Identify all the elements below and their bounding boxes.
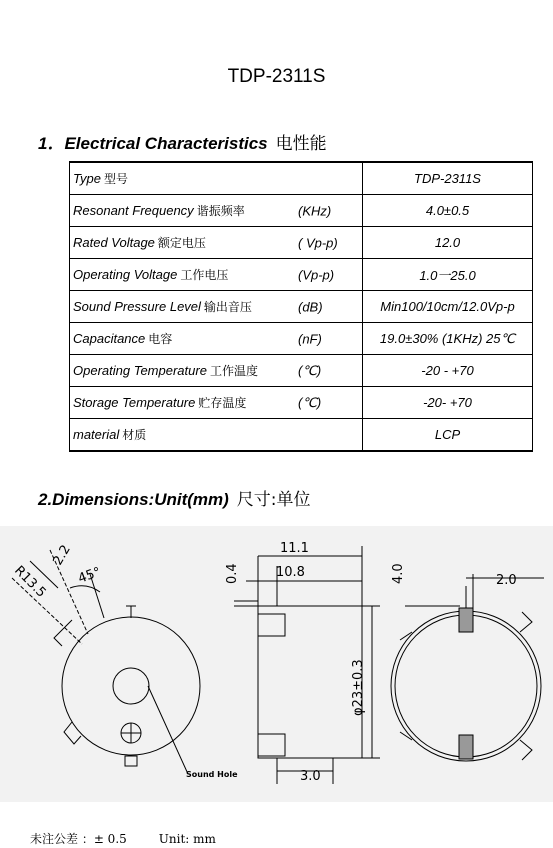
table-row — [70, 323, 533, 355]
param-cell — [70, 355, 363, 387]
side-view-body — [258, 606, 362, 758]
param-name: Storage Temperature — [73, 395, 196, 410]
value-cell: 19.0±30% (1KHz) 25℃ — [363, 323, 533, 355]
page-title: TDP-2311S — [227, 66, 326, 87]
dimension-drawing — [0, 526, 553, 802]
section-heading-text: 2.Dimensions:Unit(mm) — [38, 490, 229, 509]
param-name-cn: 贮存温度 — [198, 396, 247, 410]
param-name: Capacitance — [73, 331, 146, 346]
param-cell — [70, 195, 363, 227]
param-name: Rated Voltage — [73, 235, 155, 250]
table-row — [70, 291, 533, 323]
dim-angle: 45° — [76, 564, 104, 587]
dimension-drawing-svg — [0, 526, 553, 802]
sound-hole-label: Sound Hole — [186, 770, 238, 779]
dim-diameter: φ23±0.3 — [351, 659, 366, 716]
value-cell: 1.0一25.0 — [363, 259, 533, 291]
table-row — [70, 259, 533, 291]
dim-2-2: 2.2 — [50, 542, 74, 568]
table-row — [70, 355, 533, 387]
table-row — [70, 387, 533, 419]
param-name: Operating Temperature — [73, 363, 207, 378]
center-hole — [113, 668, 149, 704]
table-row — [70, 419, 533, 452]
electrical-spec-table — [69, 161, 533, 452]
param-unit: ( Vp-p) — [298, 235, 338, 250]
param-cell — [70, 291, 363, 323]
footer-note — [30, 830, 248, 847]
section-number: 1． — [38, 134, 65, 153]
value-cell: 4.0±0.5 — [363, 195, 533, 227]
param-name-cn: 输出音压 — [203, 300, 252, 314]
param-cell — [70, 227, 363, 259]
param-cell — [70, 419, 363, 452]
section-dimensions-heading — [38, 485, 311, 510]
param-cell — [70, 387, 363, 419]
param-name-cn: 工作温度 — [209, 364, 258, 378]
param-unit: (℃) — [298, 394, 322, 410]
dim-3-0: 3.0 — [300, 769, 321, 784]
value-cell: -20 - +70 — [363, 355, 533, 387]
value-cell: TDP-2311S — [363, 162, 533, 195]
value-cell: Min100/10cm/12.0Vp-p — [363, 291, 533, 323]
value-cell: 12.0 — [363, 227, 533, 259]
dim-4-0: 4.0 — [391, 563, 406, 584]
param-unit: (Vp-p) — [298, 267, 335, 282]
section-heading-cn: 电性能 — [275, 134, 327, 154]
param-name-cn: 谐振频率 — [196, 204, 245, 218]
param-cell — [70, 259, 363, 291]
section-electrical-heading — [38, 129, 327, 154]
param-cell — [70, 162, 363, 195]
param-cell — [70, 323, 363, 355]
param-unit: (dB) — [298, 299, 323, 314]
dim-0-4: 0.4 — [225, 563, 240, 584]
section-heading-cn: 尺寸:单位 — [236, 490, 311, 510]
table-row — [70, 162, 533, 195]
param-name-cn: 电容 — [148, 332, 173, 346]
value-cell: LCP — [363, 419, 533, 452]
param-name: Sound Pressure Level — [73, 299, 201, 314]
param-name: Resonant Frequency — [73, 203, 194, 218]
table-row — [70, 227, 533, 259]
param-name-cn: 工作电压 — [180, 268, 229, 282]
dim-radius: R13.5 — [11, 563, 49, 601]
param-name: Operating Voltage — [73, 267, 178, 282]
unit-note: Unit: mm — [158, 832, 216, 846]
param-unit: (nF) — [298, 331, 322, 346]
value-cell: -20- +70 — [363, 387, 533, 419]
param-name-cn: 型号 — [103, 172, 128, 186]
param-unit: (℃) — [298, 362, 322, 378]
table-row — [70, 195, 533, 227]
param-name: material — [73, 427, 120, 442]
tolerance-note: 未注公差 ：± 0.5 — [30, 832, 127, 846]
param-name: Type — [73, 171, 101, 186]
dim-2-0: 2.0 — [496, 573, 517, 588]
dim-11-1: 11.1 — [280, 541, 309, 556]
param-name-cn: 额定电压 — [157, 236, 206, 250]
param-unit: (KHz) — [298, 203, 332, 218]
section-heading-text: Electrical Characteristics — [64, 134, 268, 153]
param-name-cn: 材质 — [122, 428, 147, 442]
dim-10-8: 10.8 — [276, 565, 305, 580]
